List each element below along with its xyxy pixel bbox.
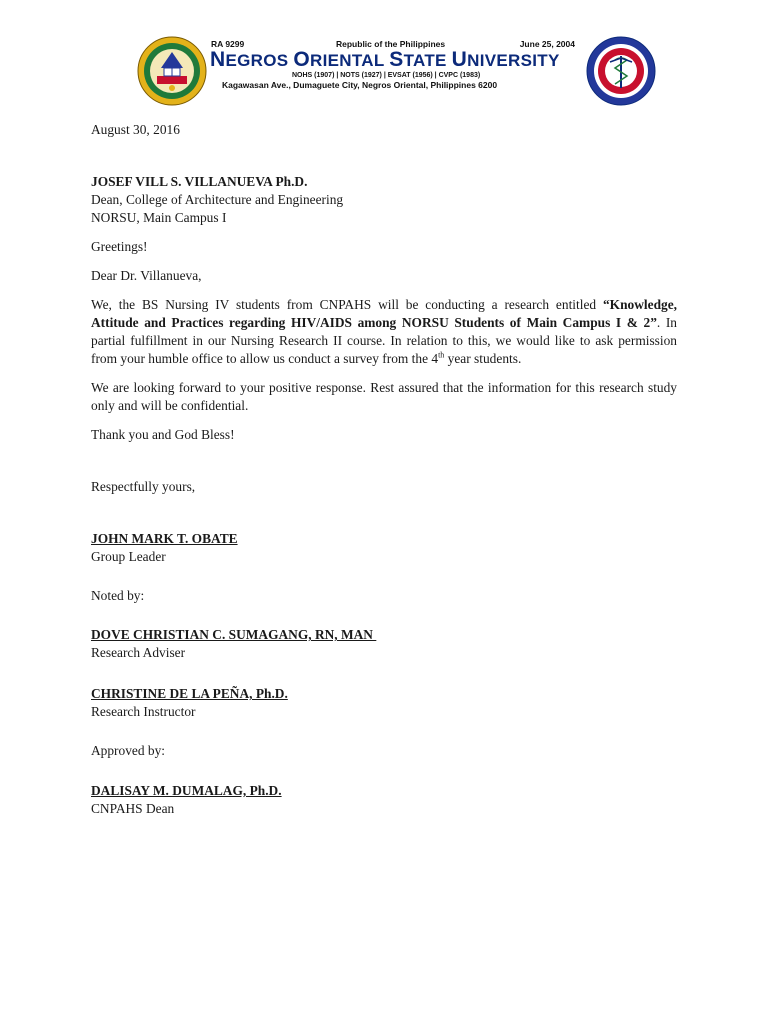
research-title: Knowledge, Attitude and Practices regarding HIV/AIDS among NORSU Students of Main Campus I & 2: [91, 297, 677, 330]
group-leader-name: JOHN MARK T. OBATE: [91, 531, 238, 546]
body-paragraph-1: We, the BS Nursing IV students from CNPAHS will be conducting a research entitled “Knowledge, Attitude and Practices regarding HIV/AIDS among NORSU Students of Main Campus I & 2”. In partial fulfillment in our Nursing Research II course. In relation to this, we would like to ask permission from your humble office to allow us conduct a survey from the 4th year students.: [91, 297, 677, 366]
dean-name: DALISAY M. DUMALAG, Ph.D.: [91, 783, 282, 798]
dean-role: CNPAHS Dean: [91, 801, 175, 816]
ra-number: RA 9299: [211, 39, 245, 49]
approved-by-label: Approved by:: [91, 743, 166, 758]
adviser-role: Research Adviser: [91, 645, 186, 660]
noted-by-label: Noted by:: [91, 588, 145, 603]
university-address: Kagawasan Ave., Dumaguete City, Negros Oriental, Philippines 6200: [222, 80, 498, 90]
letter-body: [91, 121, 677, 818]
letterhead: [0, 0, 768, 110]
instructor-role: Research Instructor: [91, 704, 196, 719]
salutation: Dear Dr. Villanueva,: [91, 268, 202, 283]
republic-label: Republic of the Philippines: [336, 39, 446, 49]
recipient-title: Dean, College of Architecture and Engineering: [91, 192, 344, 207]
adviser-name: DOVE CHRISTIAN C. SUMAGANG, RN, MAN: [91, 627, 377, 642]
group-leader-role: Group Leader: [91, 549, 166, 564]
university-name: NEGROS ORIENTAL STATE UNIVERSITY: [210, 48, 560, 71]
letterhead-top-row: [210, 39, 580, 51]
letter-date: August 30, 2016: [91, 122, 180, 137]
founding-date: June 25, 2004: [519, 39, 575, 49]
recipient-name: JOSEF VILL S. VILLANUEVA Ph.D.: [91, 174, 308, 189]
letterhead-text: [210, 39, 580, 91]
body-paragraph-2: We are looking forward to your positive response. Rest assured that the information for this research study only and will be confidential.: [91, 380, 677, 413]
body-paragraph-3: Thank you and God Bless!: [91, 427, 235, 442]
school-history: NOHS (1907) | NOTS (1927) | EVSAT (1956) | CVPC (1983): [292, 72, 481, 79]
closing: Respectfully yours,: [91, 479, 196, 494]
college-seal-icon: [586, 36, 656, 106]
university-seal-icon: [137, 36, 207, 106]
recipient-office: NORSU, Main Campus I: [91, 210, 227, 225]
greeting: Greetings!: [91, 239, 148, 254]
instructor-name: CHRISTINE DE LA PEÑA, Ph.D.: [91, 686, 288, 701]
